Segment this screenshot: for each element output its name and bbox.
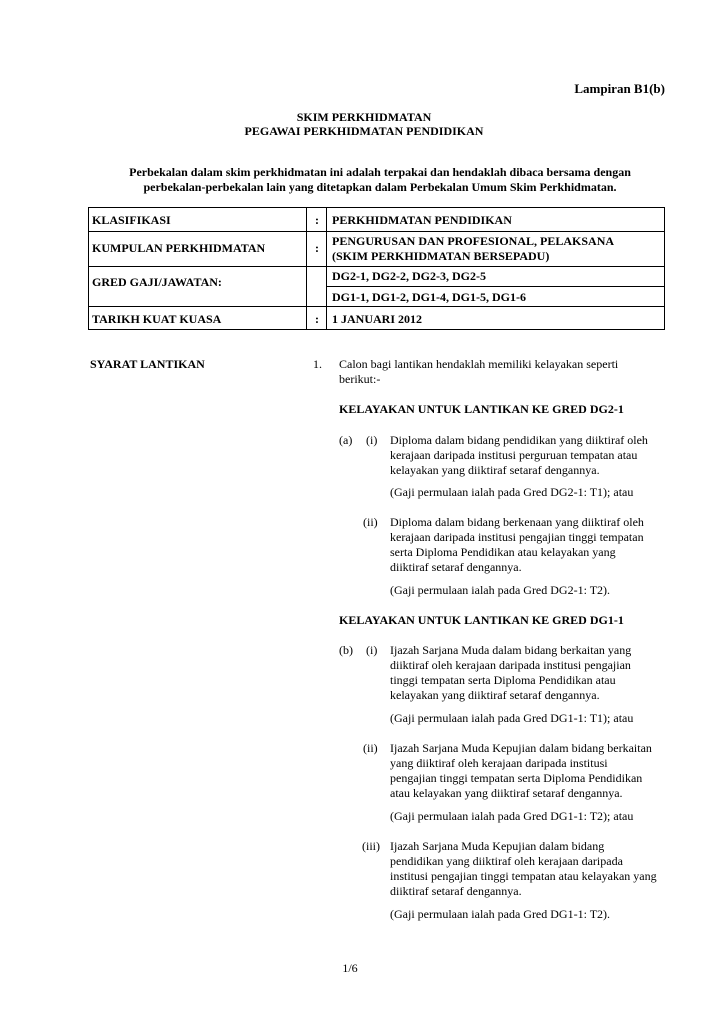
salary-note: (Gaji permulaan ialah pada Gred DG1-1: T2). [390, 907, 611, 921]
clause-label: (b) [339, 643, 353, 657]
clause-text-line: institusi pengajian tinggi tempatan atau kelayakan yang [390, 869, 657, 883]
table-colon: : [315, 312, 319, 326]
clause-text-line: Ijazah Sarjana Muda Kepujian dalam bidang [390, 839, 605, 853]
table-label-effective-date: TARIKH KUAT KUASA [92, 312, 222, 326]
intro-text-line: berikut:- [339, 372, 381, 386]
scheme-title-line1: SKIM PERKHIDMATAN [296, 110, 432, 124]
table-label-service-group: KUMPULAN PERKHIDMATAN [92, 241, 266, 255]
table-value-grades-dg2: DG2-1, DG2-2, DG2-3, DG2-5 [332, 269, 486, 283]
table-value-service-group-line1: PENGURUSAN DAN PROFESIONAL, PELAKSANA [332, 234, 615, 248]
clause-text-line: diiktiraf setaraf dengannya. [390, 884, 522, 898]
intro-line1: Perbekalan dalam skim perkhidmatan ini adalah terpakai dan hendaklah dibaca bersama dengan [129, 165, 631, 179]
clause-text-line: pendidikan yang diiktiraf oleh kerajaan daripada [390, 854, 623, 868]
clause-text-line: tinggi tempatan serta Diploma Pendidikan atau [390, 673, 616, 687]
table-value-classification: PERKHIDMATAN PENDIDIKAN [332, 213, 512, 227]
subclause-label: (ii) [363, 741, 378, 755]
salary-note: (Gaji permulaan ialah pada Gred DG2-1: T1); atau [390, 485, 634, 499]
table-divider [89, 231, 664, 232]
section-heading-dg2-1: KELAYAKAN UNTUK LANTIKAN KE GRED DG2-1 [339, 402, 624, 416]
table-value-grades-dg1: DG1-1, DG1-2, DG1-4, DG1-5, DG1-6 [332, 290, 526, 304]
table-divider [89, 306, 664, 307]
subclause-label: (iii) [362, 839, 380, 853]
section-heading-dg1-1: KELAYAKAN UNTUK LANTIKAN KE GRED DG1-1 [339, 613, 624, 627]
clause-text-line: serta Diploma Pendidikan atau kelayakan yang [390, 545, 616, 559]
clause-text-line: pengajian tinggi tempatan serta Diploma Pendidikan [390, 771, 643, 785]
table-label-classification: KLASIFIKASI [92, 213, 171, 227]
table-divider [89, 266, 664, 267]
clause-label: (a) [339, 433, 353, 447]
classification-table [88, 207, 665, 330]
item-number: 1. [313, 357, 322, 371]
clause-text-line: kelayakan yang diiktiraf setaraf dengannya. [390, 688, 600, 702]
table-colon: : [315, 241, 319, 255]
clause-text-line: Ijazah Sarjana Muda Kepujian dalam bidang berkaitan [390, 741, 652, 755]
subclause-label: (i) [366, 643, 378, 657]
page-number: 1/6 [342, 961, 358, 975]
salary-note: (Gaji permulaan ialah pada Gred DG1-1: T1); atau [390, 711, 634, 725]
clause-text-line: kerajaan daripada institusi perguruan tempatan atau [390, 448, 638, 462]
salary-note: (Gaji permulaan ialah pada Gred DG1-1: T2); atau [390, 809, 634, 823]
appointment-conditions-heading: SYARAT LANTIKAN [90, 357, 205, 371]
clause-text-line: Ijazah Sarjana Muda dalam bidang berkaitan yang [390, 643, 632, 657]
table-value-service-group-line2: (SKIM PERKHIDMATAN BERSEPADU) [332, 249, 550, 263]
clause-text-line: diiktiraf setaraf dengannya. [390, 560, 522, 574]
table-label-salary-grade: GRED GAJI/JAWATAN: [92, 275, 222, 289]
table-colon: : [315, 213, 319, 227]
subclause-label: (i) [366, 433, 378, 447]
clause-text-line: kerajaan daripada institusi pengajian tinggi tempatan [390, 530, 644, 544]
scheme-title-line2: PEGAWAI PERKHIDMATAN PENDIDIKAN [244, 124, 484, 138]
intro-text-line: Calon bagi lantikan hendaklah memiliki kelayakan seperti [339, 357, 619, 371]
clause-text-line: yang diiktiraf oleh kerajaan daripada institusi [390, 756, 608, 770]
table-value-effective-date: 1 JANUARI 2012 [332, 312, 422, 326]
table-divider [326, 286, 664, 287]
attachment-label: Lampiran B1(b) [574, 81, 665, 96]
intro-line2: perbekalan-perbekalan lain yang ditetapkan dalam Perbekalan Umum Skim Perkhidmatan. [143, 180, 617, 194]
clause-text-line: kelayakan yang diiktiraf setaraf dengannya. [390, 463, 600, 477]
subclause-label: (ii) [363, 515, 378, 529]
clause-text-line: Diploma dalam bidang berkenaan yang diiktiraf oleh [390, 515, 644, 529]
clause-text-line: diiktiraf oleh kerajaan daripada institusi pengajian [390, 658, 631, 672]
salary-note: (Gaji permulaan ialah pada Gred DG2-1: T2). [390, 583, 611, 597]
clause-text-line: atau kelayakan yang diiktiraf setaraf dengannya. [390, 786, 623, 800]
clause-text-line: Diploma dalam bidang pendidikan yang diiktiraf oleh [390, 433, 648, 447]
